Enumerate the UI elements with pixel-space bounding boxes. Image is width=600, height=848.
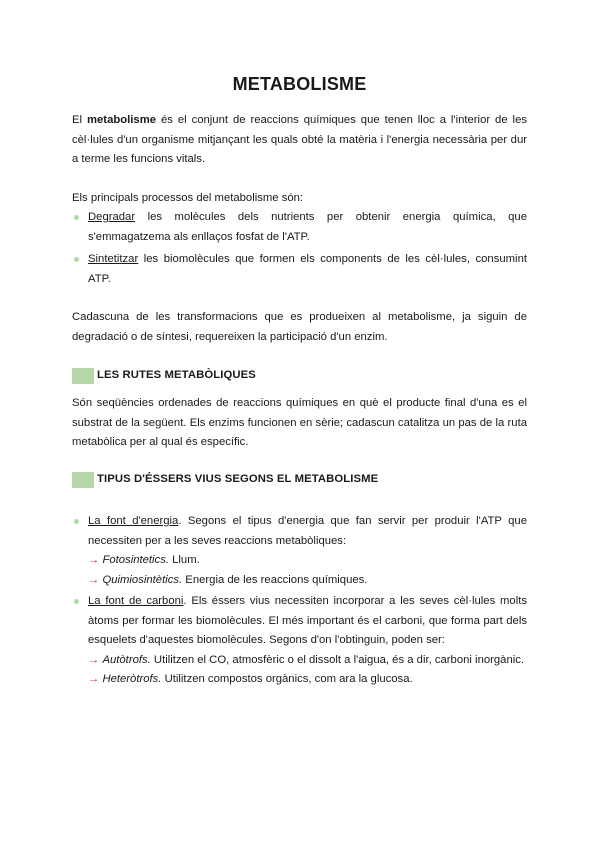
bullet-icon: [74, 519, 79, 524]
rutes-paragraph: Són seqüències ordenades de reaccions químiques en què el producte final d'una es el substrat de la següent. Els enzims funcionen en sèrie; cadascun catalitza un pas de la ruta metabòlica per al qual és específic.: [72, 397, 527, 448]
list-item-term: Degradar: [88, 211, 136, 223]
section-heading-tipus: [72, 472, 527, 488]
bullet-icon: [74, 257, 79, 262]
sub-item: [88, 651, 527, 671]
heading-marker: [72, 472, 94, 488]
sub-item: [88, 551, 527, 571]
arrow-icon: →: [88, 673, 100, 685]
arrow-icon: →: [88, 653, 100, 666]
sub-item-term: Fotosintetics.: [102, 554, 169, 566]
section-heading-text: TIPUS D'ÉSSERS VIUS SEGONS EL METABOLISME: [97, 473, 379, 485]
heading-marker: [72, 368, 94, 384]
section-heading-text: LES RUTES METABÒLIQUES: [97, 369, 256, 381]
intro-paragraph: [72, 111, 527, 170]
bullet-icon: [74, 599, 79, 604]
sub-item-term: Autòtrofs.: [102, 653, 151, 666]
list-item: [88, 208, 527, 247]
section-heading-rutes: [72, 368, 527, 384]
arrow-icon: →: [88, 573, 100, 586]
sub-item-text: Utilitzen el CO, atmosfèric o el dissolt a l'aigua, és a dir, carboni inorgànic.: [150, 653, 525, 666]
sub-item-term: Quimiosintètics.: [102, 573, 183, 586]
sub-item-text: Energia de les reaccions químiques.: [182, 573, 368, 586]
list-item-text: les molècules dels nutrients per obtenir energia química, que s'emmagatzema als enllaços fosfat de l'ATP.: [88, 211, 527, 243]
list-item-term: Sintetitzar: [88, 253, 139, 265]
bullet-icon: [74, 215, 79, 220]
list-item-text: . Segons el tipus d'energia que fan servir per produir l'ATP que necessiten per a les seves reaccions metabòliques:: [88, 515, 527, 547]
list-item: [88, 592, 527, 690]
sub-item-text: Llum.: [169, 554, 200, 566]
intro-text-start: El: [72, 114, 87, 126]
intro-bold-term: metabolisme: [86, 114, 157, 126]
list-item-text: les biomolècules que formen els components de les cèl·lules, consumint ATP.: [88, 253, 527, 285]
intro-text-end: és el conjunt de reaccions químiques que tenen lloc a l'interior de les cèl·lules d'un organisme mitjançant les quals obté la matèria i l'energia necessària per dur a terme les funcions vitals.: [72, 114, 527, 165]
list-item-term: La font de carboni: [88, 595, 184, 607]
sub-item-term: Heteròtrofs.: [102, 673, 162, 685]
arrow-icon: →: [88, 554, 100, 566]
list-item: [88, 512, 527, 590]
list-item-text: . Els éssers vius necessiten incorporar a les seves cèl·lules molts àtoms per formar les biomolècules. El més important és el carboni, que forma part dels esquelets d'aquestes biomolècules. Segons d'on l'obtinguin, poden ser:: [88, 595, 527, 646]
list-item: [88, 250, 527, 289]
sub-item: [88, 670, 527, 690]
list-item-term: La font d'energia: [88, 515, 179, 527]
enzyme-paragraph: Cadascuna de les transformacions que es produeixen al metabolisme, ja siguin de degradació o de síntesi, requereixen la participació d'un enzim.: [72, 311, 527, 343]
sub-item: [88, 571, 527, 591]
processes-intro: Els principals processos del metabolisme són:: [72, 192, 304, 204]
sub-item-text: Utilitzen compostos orgànics, com ara la glucosa.: [161, 673, 413, 685]
page-title: METABOLISME: [232, 74, 367, 94]
